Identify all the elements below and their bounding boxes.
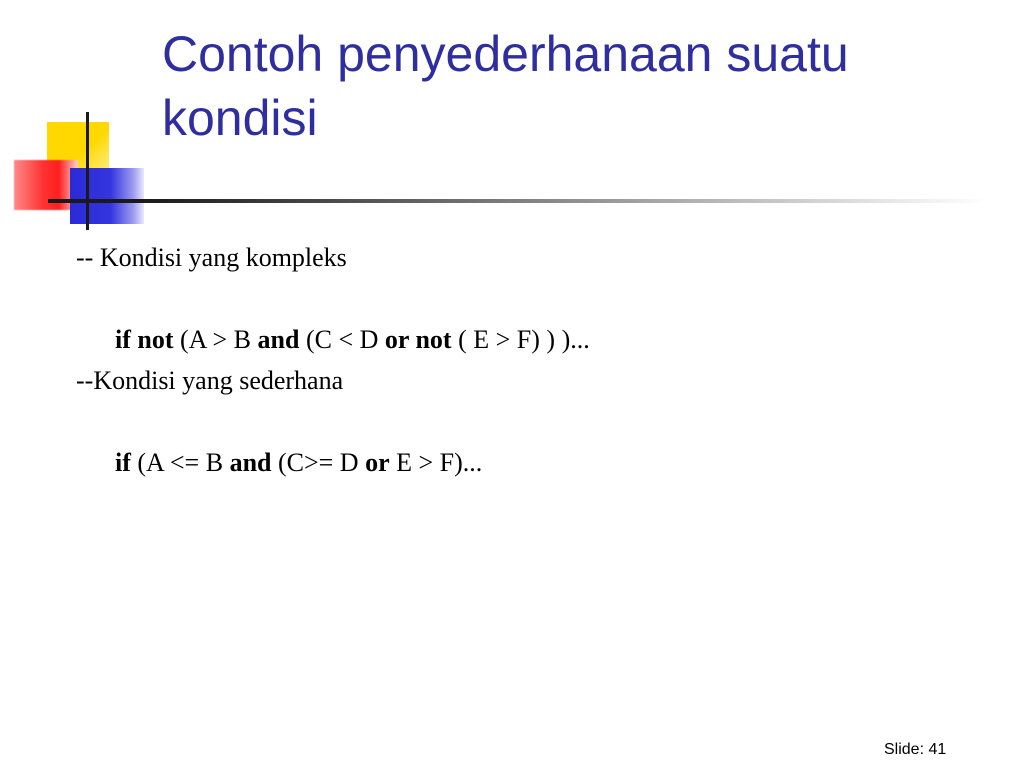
simple-condition-code xyxy=(76,401,976,477)
code-token: if not xyxy=(115,325,174,354)
slide-body xyxy=(76,237,976,477)
code-token: if xyxy=(115,448,131,477)
vertical-line-decoration xyxy=(86,112,89,230)
slide-number: Slide: 41 xyxy=(884,741,947,758)
code-token: or not xyxy=(384,325,452,354)
code-token: and xyxy=(257,325,300,354)
code-token: (A <= B xyxy=(130,448,230,477)
code-token: (C < D xyxy=(299,325,385,354)
code-token: (C>= D xyxy=(271,448,366,477)
code-token: E > F)... xyxy=(389,448,483,477)
code-token: (A > B xyxy=(173,325,258,354)
complex-condition-code xyxy=(76,278,976,354)
code-token: or xyxy=(365,448,390,477)
code-token: and xyxy=(229,448,272,477)
simple-condition-comment: --Kondisi yang sederhana xyxy=(76,366,344,395)
title-underline-rule xyxy=(48,199,988,203)
slide-title: Contoh penyederhanaan suatu kondisi xyxy=(162,26,849,146)
code-token: ( E > F) ) )... xyxy=(451,325,590,354)
slide-logo-decoration xyxy=(0,100,160,230)
blue-square-decoration xyxy=(70,168,144,224)
complex-condition-comment: -- Kondisi yang kompleks xyxy=(76,243,347,272)
